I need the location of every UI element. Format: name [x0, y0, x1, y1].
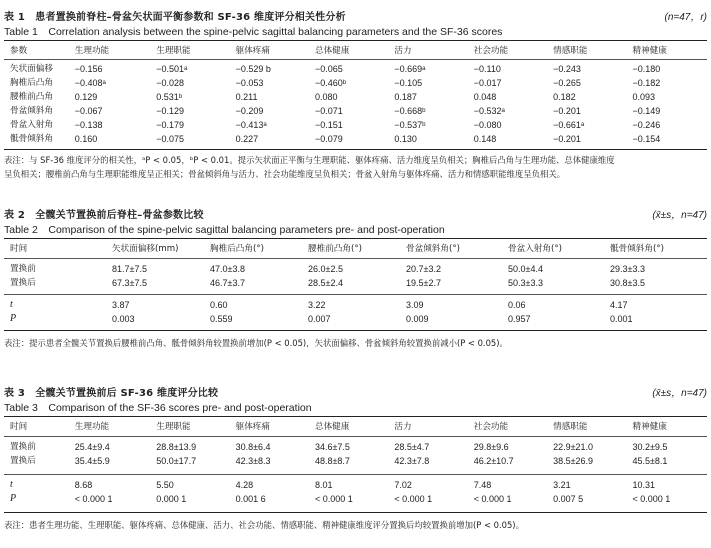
table-cell: −0.179 [156, 120, 184, 130]
table3-note: 表注：患者生理功能、生理职能、躯体疼痛、总体健康、活力、社会功能、情感职能、精神健康维度评分置换后均较置换前增加(P < 0.05)。 [4, 520, 524, 530]
table-cell: 0.000 1 [156, 494, 187, 504]
table-cell: 47.0±3.8 [210, 264, 245, 274]
table3-stats-rule [4, 474, 707, 475]
table2-header-rule [4, 258, 707, 259]
table-cell: 42.3±8.3 [235, 456, 271, 466]
table1-header-row [4, 44, 707, 58]
stat-label: P [10, 493, 17, 504]
table1-col-header: 社会功能 [473, 46, 509, 56]
table-cell: −0.028 [156, 78, 184, 88]
table-cell: 8.68 [74, 480, 93, 490]
table-cell: 0.957 [508, 314, 531, 324]
table-cell: 7.48 [473, 480, 492, 490]
table-cell: 0.001 [610, 314, 633, 324]
table-cell: −0.501ᵃ [156, 64, 188, 74]
table-cell: −0.079 [314, 134, 343, 144]
table-cell: −0.460ᵇ [314, 78, 347, 88]
table-cell: 28.5±2.4 [308, 278, 343, 288]
table-cell: 0.007 5 [553, 494, 584, 504]
table2-note: 表注：提示患者全髋关节置换后腰椎前凸角、骶骨倾斜角较置换前增加(P < 0.05)，矢状面偏移、骨盆倾斜角较置换前减小(P < 0.05)。 [4, 338, 508, 348]
table-cell: −0.668ᵇ [394, 106, 426, 116]
table2-col-header: 腰椎前凸角(°) [308, 244, 362, 254]
table-row [4, 62, 707, 76]
table-cell: −0.669ᵃ [394, 64, 426, 74]
table-cell: 20.7±3.2 [406, 264, 441, 274]
table-cell: −0.413ᵃ [235, 120, 267, 130]
table-cell: < 0.000 1 [74, 494, 113, 504]
table-cell: 0.187 [394, 92, 417, 102]
stat-label: t [10, 479, 13, 490]
table2-body [4, 262, 707, 290]
table-row [4, 262, 707, 276]
table3-col-header: 活力 [394, 422, 412, 432]
table-cell: < 0.000 1 [473, 494, 512, 504]
table-cell: 0.009 [406, 314, 429, 324]
table-cell: 28.5±4.7 [394, 442, 430, 452]
table-cell: −0.408ᵃ [74, 78, 106, 88]
table-cell: 8.01 [314, 480, 333, 490]
table-cell: 0.007 [308, 314, 331, 324]
table-cell: 29.3±3.3 [610, 264, 645, 274]
table2-en-title: Table 2 Comparison of the spine-pelvic sagittal balancing parameters pre- and post-operation [4, 224, 445, 236]
table1-en-title: Table 1 Correlation analysis between the spine-pelvic sagittal balancing parameters and the SF-36 scores [4, 26, 503, 38]
table3-header-row [4, 420, 707, 434]
table3-header-rule [4, 436, 707, 437]
table2-stats-rule [4, 294, 707, 295]
table-cell: 30.8±3.5 [610, 278, 645, 288]
table1-col-header: 总体健康 [314, 46, 350, 56]
table-cell: 0.001 6 [235, 494, 266, 504]
table-cell: 3.87 [112, 300, 130, 310]
table1-col-header: 躯体疼痛 [235, 46, 270, 56]
table1-col-header: 精神健康 [632, 46, 667, 56]
table-cell: < 0.000 1 [394, 494, 433, 504]
table3-col-header: 精神健康 [632, 422, 667, 432]
table-cell: 19.5±2.7 [406, 278, 441, 288]
table1-top-rule [4, 40, 707, 41]
table-row [4, 132, 707, 146]
table-cell: −0.110 [473, 64, 501, 74]
table1-col-header: 生理功能 [74, 46, 110, 56]
table-cell: 29.8±9.6 [473, 442, 509, 452]
table-cell: 7.02 [394, 480, 412, 490]
table-row [4, 492, 707, 506]
table-cell: −0.182 [632, 78, 661, 88]
table-cell: 0.60 [210, 300, 228, 310]
table3-col-header: 生理职能 [156, 422, 191, 432]
table2-col-header: 胸椎后凸角(°) [210, 244, 264, 254]
table-cell: 4.17 [610, 300, 628, 310]
table-cell: 25.4±9.4 [74, 442, 110, 452]
table3-col-header: 情感职能 [553, 422, 588, 432]
table3-col-header: 躯体疼痛 [235, 422, 270, 432]
table-cell: −0.201 [553, 106, 581, 116]
row-label: 骶骨倾斜角 [10, 134, 53, 144]
table-cell: −0.071 [314, 106, 343, 116]
table2-corner-note: (x̄±s，n=47) [652, 210, 707, 221]
table-cell: 0.130 [394, 134, 417, 144]
table2-bottom-rule [4, 330, 707, 331]
row-label: 骨盆倾斜角 [10, 106, 53, 116]
table-cell: 0.148 [473, 134, 497, 144]
table2-col-header: 骶骨倾斜角(°) [610, 244, 664, 254]
table-cell: −0.154 [632, 134, 661, 144]
table2-header-row [4, 242, 707, 256]
table-row [4, 440, 707, 454]
table-cell: 46.7±3.7 [210, 278, 245, 288]
table-cell: 0.531ᵇ [156, 92, 183, 102]
row-label: 骨盆入射角 [10, 120, 53, 130]
table2-top-rule [4, 238, 707, 239]
table-cell: −0.201 [553, 134, 581, 144]
table1-col-header: 活力 [394, 46, 412, 56]
table-row [4, 118, 707, 132]
stat-label: t [10, 299, 13, 310]
table-cell: −0.149 [632, 106, 661, 116]
table1-body [4, 62, 707, 146]
stat-label: P [10, 313, 17, 324]
table-cell: −0.537ᵇ [394, 120, 426, 130]
table-row [4, 478, 707, 492]
row-label: 置换后 [10, 278, 36, 288]
table3-body [4, 440, 707, 468]
table3-stats [4, 478, 707, 506]
table2-stats [4, 298, 707, 326]
table-cell: −0.243 [553, 64, 581, 74]
table-cell: 35.4±5.9 [74, 456, 110, 466]
row-label: 腰椎前凸角 [10, 92, 53, 102]
table-cell: 46.2±10.7 [473, 456, 514, 466]
table-cell: 10.31 [632, 480, 655, 490]
table-cell: 0.080 [314, 92, 338, 102]
table-cell: −0.080 [473, 120, 502, 130]
table-cell: 22.9±21.0 [553, 442, 594, 452]
table-cell: 67.3±7.5 [112, 278, 147, 288]
table-cell: 50.0±4.4 [508, 264, 543, 274]
table-cell: 50.0±17.7 [156, 456, 197, 466]
table-cell: 3.21 [553, 480, 571, 490]
table-cell: −0.067 [74, 106, 103, 116]
table-cell: 38.5±26.9 [553, 456, 594, 466]
table-cell: 0.559 [210, 314, 233, 324]
table2 [4, 242, 707, 256]
table-cell: 48.8±8.7 [314, 456, 350, 466]
table3-top-rule [4, 416, 707, 417]
table-cell: 30.8±6.4 [235, 442, 271, 452]
table-cell: −0.156 [74, 64, 103, 74]
table3-cn-title: 表 3 全髋关节置换前后 SF-36 维度评分比较 [4, 388, 219, 399]
table3-en-title: Table 3 Comparison of the SF-36 scores pre- and post-operation [4, 402, 312, 414]
table-cell: −0.246 [632, 120, 661, 130]
table3-col-header: 社会功能 [473, 422, 509, 432]
table-cell: 0.182 [553, 92, 576, 102]
table-cell: −0.075 [156, 134, 184, 144]
table3-col-header: 总体健康 [314, 422, 350, 432]
table1-col-header: 参数 [10, 46, 28, 56]
table-cell: 0.093 [632, 92, 655, 102]
table1-note-line2: 呈负相关；腰椎前凸角与生理职能维度呈正相关；骨盆倾斜角与活力、社会功能维度呈负相关；骨盆入射角与躯体疼痛、活力和情感职能维度呈负相关。 [4, 169, 566, 179]
table-cell: 34.6±7.5 [314, 442, 350, 452]
row-label: 置换后 [10, 456, 36, 466]
table1-col-header: 生理职能 [156, 46, 191, 56]
table-cell: −0.265 [553, 78, 581, 88]
table1 [4, 44, 707, 58]
table-cell: 4.28 [235, 480, 254, 490]
table-cell: −0.529 b [235, 64, 271, 74]
table-cell: < 0.000 1 [314, 494, 353, 504]
table-row [4, 454, 707, 468]
table-cell: 30.2±9.5 [632, 442, 668, 452]
table-cell: −0.532ᵃ [473, 106, 505, 116]
table1-note-line1: 表注：与 SF-36 维度评分的相关性，ᵃP < 0.05，ᵇP < 0.01。提示矢状面正平衡与生理职能、躯体疼痛、活力维度呈负相关；胸椎后凸角与生理功能、总体健康维度 [4, 155, 615, 165]
table3-corner-note: (x̄±s，n=47) [652, 388, 707, 399]
table-cell: 0.227 [235, 134, 259, 144]
table3-bottom-rule [4, 512, 707, 513]
table-cell: < 0.000 1 [632, 494, 671, 504]
table-cell: 26.0±2.5 [308, 264, 343, 274]
table-row [4, 90, 707, 104]
table-row [4, 276, 707, 290]
table2-col-header: 骨盆入射角(°) [508, 244, 562, 254]
table-row [4, 298, 707, 312]
table-cell: −0.065 [314, 64, 343, 74]
table1-corner-note: (n=47，r) [664, 12, 707, 23]
table1-cn-title: 表 1 患者置换前脊柱–骨盆矢状面平衡参数和 SF-36 维度评分相关性分析 [4, 12, 346, 23]
row-label: 矢状面偏移 [10, 64, 53, 74]
table-cell: 0.211 [235, 92, 258, 102]
table2-col-header: 时间 [10, 244, 28, 254]
table3 [4, 420, 707, 434]
table1-header-rule [4, 59, 707, 60]
table-cell: 3.22 [308, 300, 326, 310]
table-cell: −0.017 [473, 78, 502, 88]
table-cell: −0.151 [314, 120, 343, 130]
table-cell: −0.138 [74, 120, 103, 130]
table-cell: 42.3±7.8 [394, 456, 430, 466]
table-cell: 0.129 [74, 92, 98, 102]
table2-col-header: 矢状面偏移(mm) [112, 244, 179, 254]
row-label: 置换前 [10, 442, 36, 452]
table-cell: 28.8±13.9 [156, 442, 197, 452]
row-label: 胸椎后凸角 [10, 78, 53, 88]
table-row [4, 76, 707, 90]
table-cell: 45.5±8.1 [632, 456, 668, 466]
table-cell: −0.129 [156, 106, 184, 116]
table-cell: −0.105 [394, 78, 423, 88]
table-cell: 50.3±3.3 [508, 278, 543, 288]
table-row [4, 312, 707, 326]
table3-col-header: 时间 [10, 422, 28, 432]
table-cell: 3.09 [406, 300, 424, 310]
table-cell: 0.06 [508, 300, 526, 310]
table-cell: 5.50 [156, 480, 174, 490]
table-row [4, 104, 707, 118]
table-cell: 0.003 [112, 314, 135, 324]
table-cell: 81.7±7.5 [112, 264, 147, 274]
table-cell: −0.209 [235, 106, 264, 116]
row-label: 置换前 [10, 264, 36, 274]
table2-cn-title: 表 2 全髋关节置换前后脊柱–骨盆参数比较 [4, 210, 204, 221]
table1-bottom-rule [4, 149, 707, 150]
table-cell: 0.048 [473, 92, 497, 102]
table2-col-header: 骨盆倾斜角(°) [406, 244, 460, 254]
table-cell: −0.180 [632, 64, 661, 74]
table-cell: −0.053 [235, 78, 264, 88]
table-cell: 0.160 [74, 134, 98, 144]
table1-col-header: 情感职能 [553, 46, 588, 56]
table-cell: −0.661ᵃ [553, 120, 585, 130]
table3-col-header: 生理功能 [74, 422, 110, 432]
